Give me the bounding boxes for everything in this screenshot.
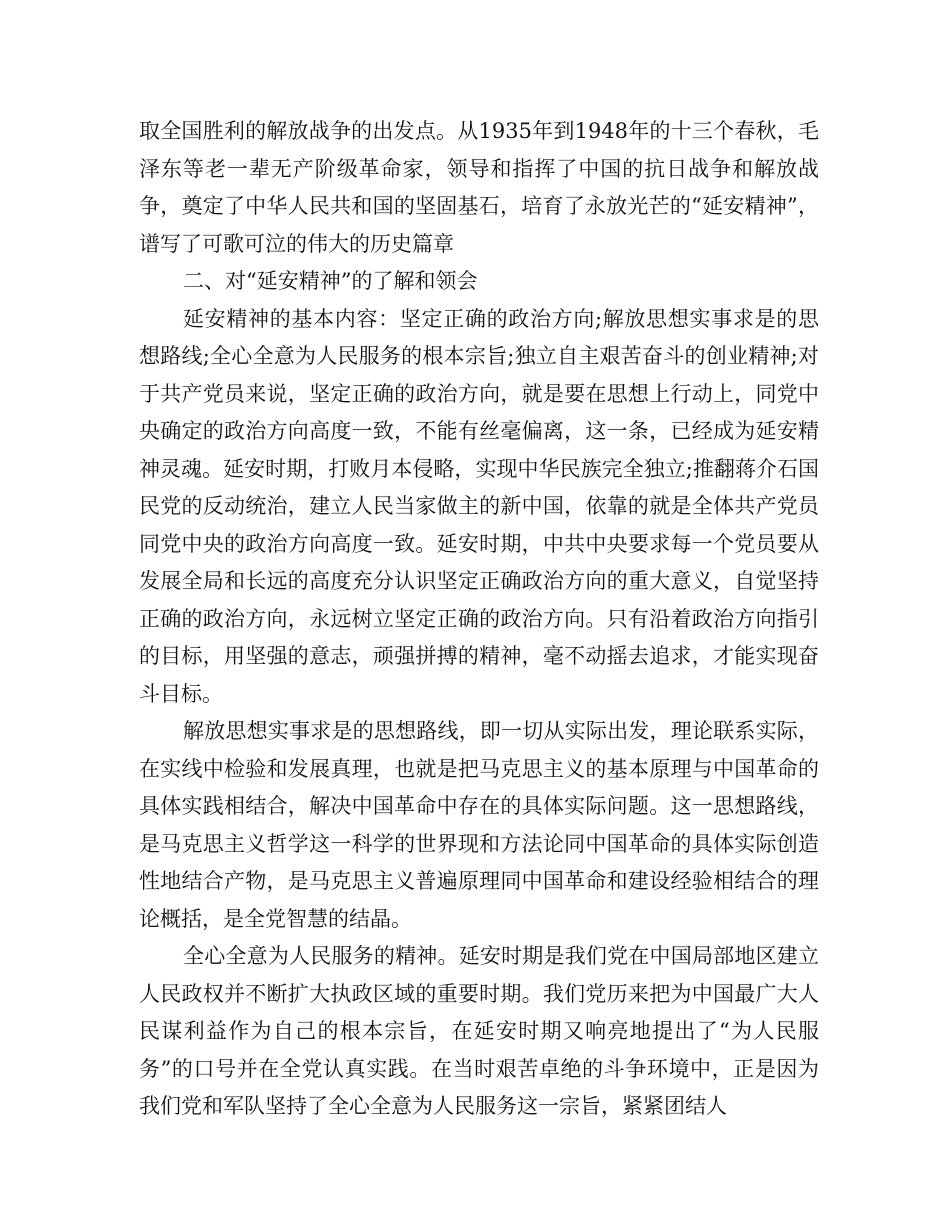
section-heading: 二、对“延安精神”的了解和领会: [183, 269, 478, 293]
paragraph-continuation: 取全国胜利的解放战争的出发点。从1935年到1948年的十三个春秋，毛泽东等老一辈无产阶级革命家，领导和指挥了中国的抗日战争和解放战争，奠定了中华人民共和国的坚固基石，培育了永放光芒的“延安精神”，谱写了可歌可泣的伟大的历史篇章: [139, 119, 819, 256]
paragraph-ideological-line: 解放思想实事求是的思想路线，即一切从实际出发，理论联系实际，在实线中检验和发展真理，也就是把马克思主义的基本原理与中国革命的具体实践相结合，解决中国革命中存在的具体实际问题。这一思想路线，是马克思主义哲学这一科学的世界现和方法论同中国革命的具体实际创造性地结合产物，是马克思主义普遍原理同中国革命和建设经验相结合的理论概括，是全党智慧的结晶。: [139, 719, 819, 931]
paragraph-serve-the-people: 全心全意为人民服务的精神。延安时期是我们党在中国局部地区建立人民政权并不断扩大执政区域的重要时期。我们党历来把为中国最广大人民谋利益作为自己的根本宗旨，在延安时期又响亮地提出了“为人民服务”的口号并在全党认真实践。在当时艰苦卓绝的斗争环境中，正是因为我们党和军队坚持了全心全意为人民服务这一宗旨，紧紧团结人: [139, 944, 819, 1118]
document-body: [139, 113, 819, 1126]
paragraph-basic-content: 延安精神的基本内容：坚定正确的政治方向;解放思想实事求是的思想路线;全心全意为人民服务的根本宗旨;独立自主艰苦奋斗的创业精神;对于共产党员来说，坚定正确的政治方向，就是要在思想上行动上，同党中央确定的政治方向高度一致，不能有丝毫偏离，这一条，已经成为延安精神灵魂。延安时期，打败月本侵略，实现中华民族完全独立;推翻蒋介石国民党的反动统治，建立人民当家做主的新中国，依靠的就是全体共产党员同党中央的政治方向高度一致。延安时期，中共中央要求每一个党员要从发展全局和长远的高度充分认识坚定正确政治方向的重大意义，自觉坚持正确的政治方向，永远树立坚定正确的政治方向。只有沿着政治方向指引的目标，用坚强的意志，顽强拼搏的精神，毫不动摇去追求，才能实现奋斗目标。: [139, 306, 819, 706]
